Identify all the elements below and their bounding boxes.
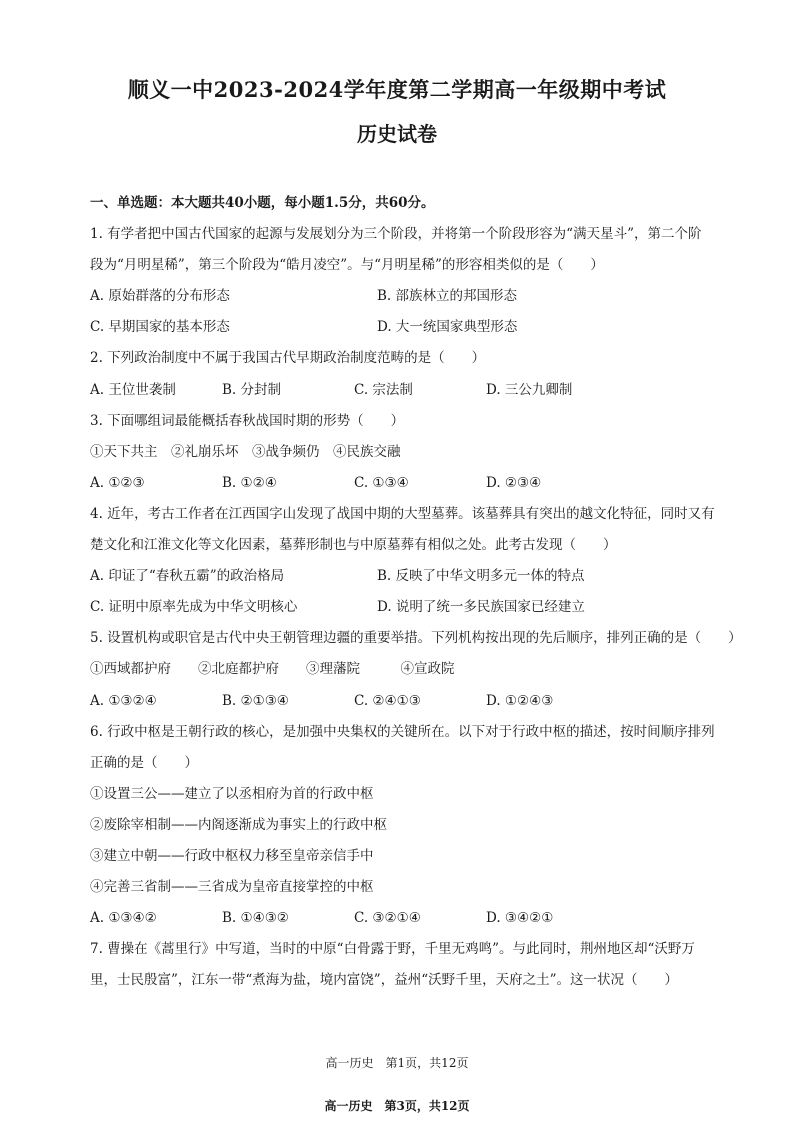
option-d: D. ②③④	[486, 474, 542, 491]
page-footer-secondary: 高一历史 第3页，共12页	[324, 1099, 470, 1113]
question-list	[90, 188, 770, 996]
option-a: A. 印证了“春秋五霸”的政治格局	[90, 568, 285, 585]
page-footer: 高一历史 第1页，共12页	[325, 1056, 469, 1070]
option-b: B. ①②④	[222, 474, 277, 491]
question-6-line-1: 6. 行政中枢是王朝行政的核心，是加强中央集权的关键所在。以下对于行政中枢的描述，按时间顺序排列	[90, 723, 715, 740]
question-6-item-4: ④完善三省制——三省成为皇帝直接掌控的中枢	[90, 879, 374, 896]
option-d: D. 说明了统一多民族国家已经建立	[377, 599, 585, 616]
question-5-line-2: ①西域都护府 ②北庭都护府 ③理藩院 ④宣政院	[90, 661, 455, 678]
question-6-options	[90, 903, 770, 934]
question-6-item-3: ③建立中朝——行政中枢权力移至皇帝亲信手中	[90, 847, 374, 864]
question-3-line-2: ①天下共主 ②礼崩乐坏 ③战争频仍 ④民族交融	[90, 443, 401, 460]
question-1-options-row-2	[90, 312, 770, 343]
option-a: A. 原始群落的分布形态	[90, 288, 230, 305]
option-d: D. 大一统国家典型形态	[377, 319, 518, 336]
question-6-item-2: ②废除宰相制——内阁逐渐成为事实上的行政中枢	[90, 816, 387, 833]
question-3-options	[90, 468, 770, 499]
option-b: B. 反映了中华文明多元一体的特点	[377, 568, 585, 585]
question-4-options-row-1	[90, 561, 770, 592]
question-4-line-2: 楚文化和江淮文化等文化因素，墓葬形制也与中原墓葬有相似之处。此考古发现（ ）	[90, 537, 617, 554]
option-c: C. 宗法制	[354, 381, 413, 398]
question-6-line-2: 正确的是（ ）	[90, 754, 198, 771]
option-c: C. 早期国家的基本形态	[90, 319, 230, 336]
section-heading: 一、单选题：本大题共40小题，每小题1.5分，共60分。	[90, 195, 435, 211]
question-2-options	[90, 375, 770, 406]
option-a: A. ①②③	[90, 474, 145, 491]
question-1-options-row-1	[90, 281, 770, 312]
option-c: C. ③②①④	[354, 910, 421, 927]
question-7-line-2: 里，士民殷富”，江东一带“煮海为盐，境内富饶”，益州“沃野千里，天府之土”。这一状况（ ）	[90, 972, 679, 989]
question-3-line-1: 3. 下面哪组词最能概括春秋战国时期的形势（ ）	[90, 412, 405, 429]
option-b: B. 分封制	[222, 381, 282, 398]
option-b: B. ①④③②	[222, 910, 289, 927]
option-b: B. ②①③④	[222, 692, 289, 709]
question-2-line-1: 2. 下列政治制度中不属于我国古代早期政治制度范畴的是（ ）	[90, 350, 486, 367]
question-1-line-1: 1. 有学者把中国古代国家的起源与发展划分为三个阶段，并将第一个阶段形容为“满天星斗”，第二个阶	[90, 226, 702, 243]
option-c: C. ②④①③	[354, 692, 421, 709]
question-7-line-1: 7. 曹操在《蒿里行》中写道，当时的中原“白骨露于野，千里无鸡鸣”。与此同时，荆州地区却“沃野万	[90, 941, 695, 958]
question-6-item-1: ①设置三公——建立了以丞相府为首的行政中枢	[90, 785, 374, 802]
exam-subtitle: 历史试卷	[357, 122, 437, 146]
option-c: C. 证明中原率先成为中华文明核心	[90, 599, 298, 616]
option-c: C. ①③④	[354, 474, 409, 491]
exam-title: 顺义一中2023-2024学年度第二学期高一年级期中考试	[127, 77, 667, 102]
question-5-options	[90, 686, 770, 717]
option-b: B. 部族林立的邦国形态	[377, 288, 518, 305]
option-a: A. ①③④②	[90, 910, 157, 927]
question-4-options-row-2	[90, 592, 770, 623]
option-d: D. ①②④③	[486, 692, 554, 709]
question-4-line-1: 4. 近年，考古工作者在江西国字山发现了战国中期的大型墓葬。该墓葬具有突出的越文化特征，同时又有	[90, 505, 715, 522]
option-d: D. ③④②①	[486, 910, 554, 927]
option-d: D. 三公九卿制	[486, 381, 573, 398]
option-a: A. ①③②④	[90, 692, 157, 709]
question-1-line-2: 段为“月明星稀”，第三个阶段为“皓月凌空”。与“月明星稀”的形容相类似的是（ ）	[90, 257, 604, 274]
question-5-line-1: 5. 设置机构或职官是古代中央王朝管理边疆的重要举措。下列机构按出现的先后顺序，排列正确的是（ ）	[90, 630, 742, 647]
option-a: A. 王位世袭制	[90, 381, 176, 398]
